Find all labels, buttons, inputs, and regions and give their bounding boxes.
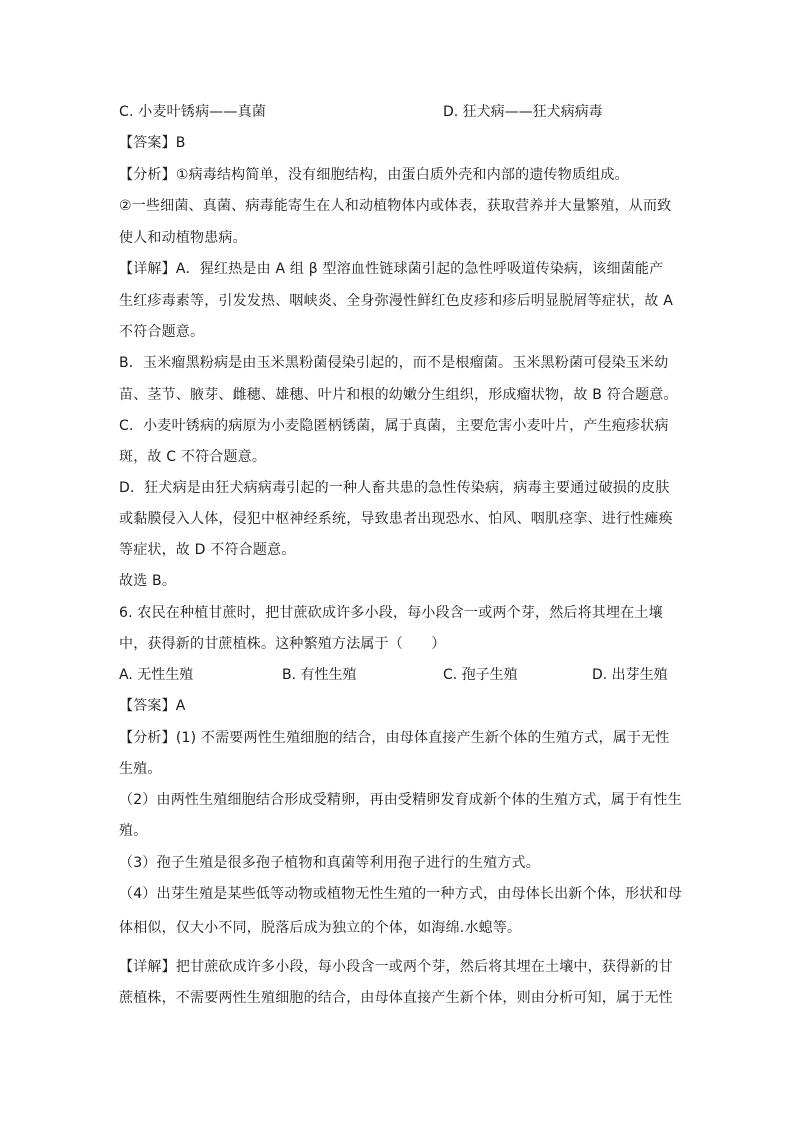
q6-analysis-p2-line2: 殖。 bbox=[119, 823, 148, 839]
q5-detail-a-line3: 不符合题意。 bbox=[119, 324, 205, 340]
q6-analysis-p4-line1: （4）出芽生殖是某些低等动物或植物无性生殖的一种方式，由母体长出新个体，形状和母 bbox=[119, 886, 682, 902]
q6-detail-line1-text: 把甘蔗砍成许多小段，每小段含一或两个芽，然后将其埋在土壤中，获得新的甘 bbox=[175, 959, 673, 975]
q5-analysis-p2-line1: ②一些细菌、真菌、病毒能寄生在人和动植物体内或体表，获取营养并大量繁殖，从而致 bbox=[119, 198, 672, 214]
q5-detail-a-text: A．猩红热是由 A 组 β 型溶血性链球菌引起的急性呼吸道传染病，该细菌能产 bbox=[175, 261, 664, 277]
q6-option-b: B. 有性生殖 bbox=[282, 667, 357, 683]
q6-stem-line1: 6. 农民在种植甘蔗时，把甘蔗砍成许多小段，每小段含一或两个芽，然后将其埋在土壤 bbox=[119, 605, 663, 621]
q6-analysis-p1-line2: 生殖。 bbox=[119, 761, 162, 777]
q6-detail-label: 【详解】 bbox=[119, 959, 176, 975]
q6-stem-line2: 中，获得新的甘蔗植株。这种繁殖方法属于（ ） bbox=[119, 636, 446, 652]
q5-detail-a-line1 bbox=[119, 259, 663, 279]
q5-option-c: C. 小麦叶锈病——真菌 bbox=[119, 104, 267, 120]
q5-detail-b-line1: B．玉米瘤黑粉病是由玉米黑粉菌侵染引起的，而不是根瘤菌。玉米黑粉菌可侵染玉米幼 bbox=[119, 355, 669, 371]
q5-detail-c-line1: C．小麦叶锈病的病原为小麦隐匿柄锈菌，属于真菌，主要危害小麦叶片，产生疱疹状病 bbox=[119, 418, 669, 434]
q6-analysis-p1-text: (1) 不需要两性生殖细胞的结合，由母体直接产生新个体的生殖方式，属于无性 bbox=[175, 730, 670, 746]
q6-option-c: C. 孢子生殖 bbox=[443, 667, 518, 683]
q5-detail-d-line3: 等症状，故 D 不符合题意。 bbox=[119, 542, 296, 558]
q6-answer: 【答案】A bbox=[119, 698, 186, 714]
q5-detail-a-line2: 生红疹毒素等，引发发热、咽峡炎、全身弥漫性鲜红色皮疹和疹后明显脱屑等症状，故 A bbox=[119, 293, 674, 309]
q6-detail-line2: 蔗植株，不需要两性生殖细胞的结合，由母体直接产生新个体，则由分析可知，属于无性 bbox=[119, 990, 673, 1006]
q5-option-d: D. 狂犬病——狂犬病病毒 bbox=[443, 104, 603, 120]
q5-conclusion: 故选 B。 bbox=[119, 573, 177, 589]
q6-option-a: A. 无性生殖 bbox=[119, 667, 194, 683]
q5-answer: 【答案】B bbox=[119, 135, 186, 151]
q5-detail-label: 【详解】 bbox=[119, 261, 176, 277]
q6-analysis-p3: （3）孢子生殖是很多孢子植物和真菌等利用孢子进行的生殖方式。 bbox=[119, 855, 540, 871]
q6-detail-line1 bbox=[119, 957, 673, 977]
q6-analysis-p2-line1: （2）由两性生殖细胞结合形成受精卵，再由受精卵发育成新个体的生殖方式，属于有性生 bbox=[119, 792, 682, 808]
q5-analysis-label: 【分析】 bbox=[119, 167, 176, 183]
q5-detail-c-line2: 斑，故 C 不符合题意。 bbox=[119, 449, 267, 465]
q5-detail-d-line1: D．狂犬病是由狂犬病病毒引起的一种人畜共患的急性传染病，病毒主要通过破损的皮肤 bbox=[119, 480, 670, 496]
q6-option-d: D. 出芽生殖 bbox=[592, 667, 668, 683]
q5-detail-d-line2: 或黏膜侵入人体，侵犯中枢神经系统，导致患者出现恐水、怕风、咽肌痉挛、进行性瘫痪 bbox=[119, 511, 673, 527]
q5-analysis-p1-text: ①病毒结构简单，没有细胞结构，由蛋白质外壳和内部的遗传物质组成。 bbox=[175, 167, 629, 183]
q5-detail-b-line2: 苗、茎节、腋芽、雌穗、雄穗、叶片和根的幼嫩分生组织，形成瘤状物，故 B 符合题意。 bbox=[119, 387, 678, 403]
q6-analysis-label: 【分析】 bbox=[119, 730, 176, 746]
q6-analysis-p4-line2: 体相似，仅大小不同，脱落后成为独立的个体，如海绵.水螅等。 bbox=[119, 920, 522, 936]
q5-analysis-p2-line2: 使人和动植物患病。 bbox=[119, 230, 247, 246]
q6-analysis-p1-line1 bbox=[119, 728, 670, 748]
q5-analysis-p1 bbox=[119, 165, 629, 185]
